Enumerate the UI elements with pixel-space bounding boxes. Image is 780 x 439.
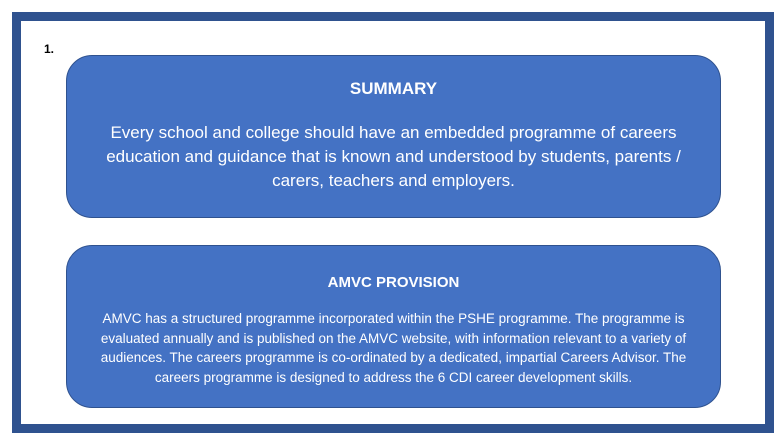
slide-frame [12,12,774,433]
provision-panel [66,245,721,408]
slide-number: 1. [44,42,55,56]
provision-body: AMVC has a structured programme incorporated within the PSHE programme. The programme is evaluated annually and is published on the AMVC website, with information relevant to a variety of audiences. The careers programme is co-ordinated by a dedicated, impartial Careers Advisor. The careers programme is designed to address the 6 CDI career development skills. [100,311,687,385]
summary-title: SUMMARY [349,79,438,98]
provision-title: AMVC PROVISION [327,274,460,291]
summary-body: Every school and college should have an embedded programme of careers education and guidance that is known and understood by students, parents / carers, teachers and employers. [106,123,681,190]
summary-panel [66,55,721,218]
